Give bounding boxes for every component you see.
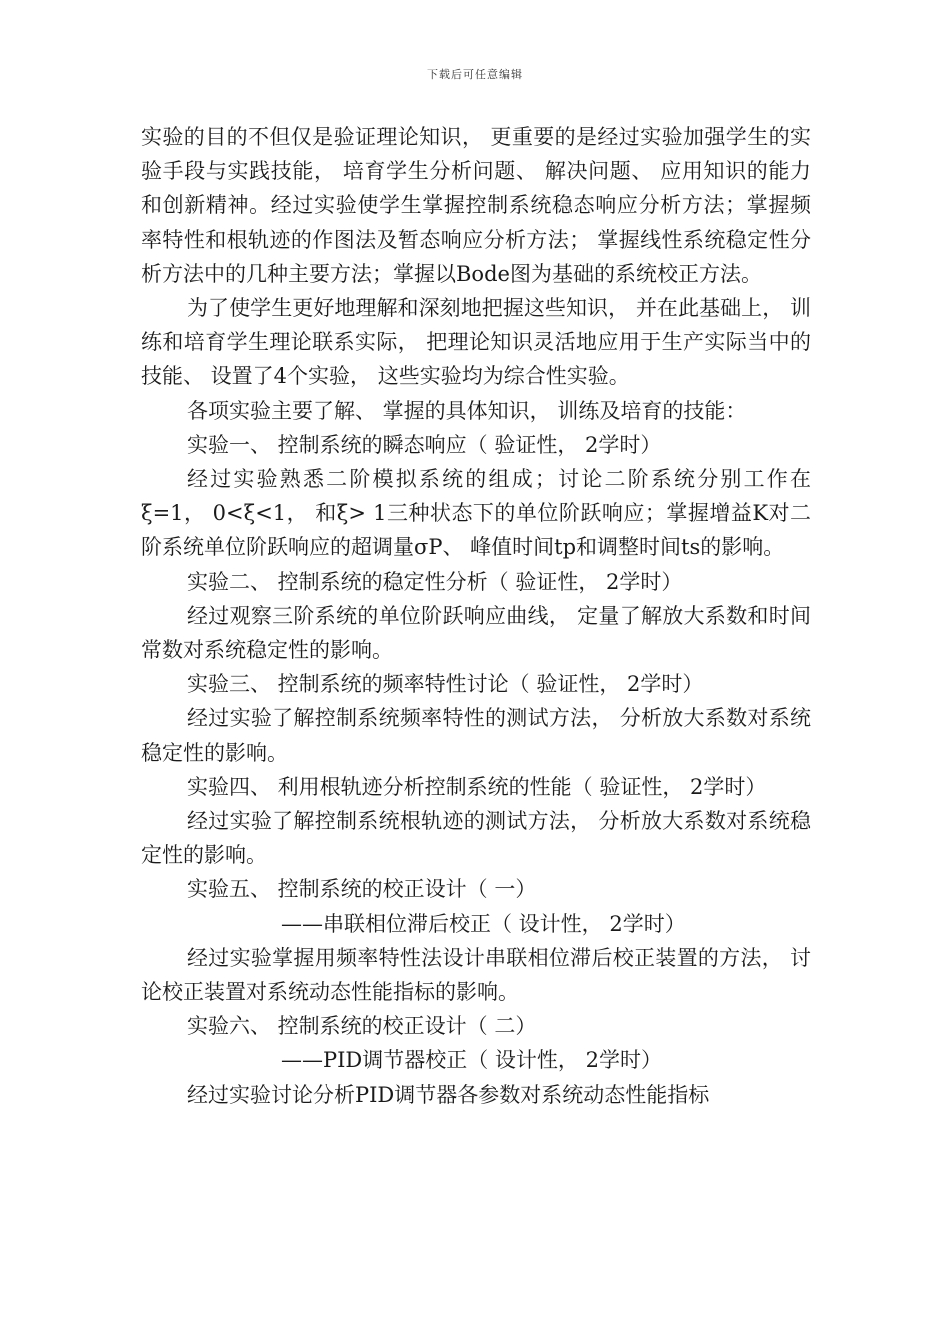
paragraph-overview: 各项实验主要了解、 掌握的具体知识， 训练及培育的技能： <box>187 398 747 423</box>
experiment-6-subtitle: ——PID调节器校正（ 设计性， 2学时） <box>281 1048 662 1073</box>
document-body <box>141 120 811 1112</box>
experiment-1-description: 经过实验熟悉二阶模拟系统的组成；讨论二阶系统分别工作在ξ=1， 0<ξ<1， 和ξ> 1三种状态下的单位阶跃响应；掌握增益K对二阶系统单位阶跃响应的超调量σP、 峰值时间tp和调整时间ts的影响。 <box>141 467 811 560</box>
experiment-3-description: 经过实验了解控制系统频率特性的测试方法， 分析放大系数对系统稳定性的影响。 <box>141 706 811 765</box>
experiment-3-title: 实验三、 控制系统的频率特性讨论（ 验证性， 2学时） <box>187 672 704 697</box>
paragraph-intro: 实验的目的不但仅是验证理论知识， 更重要的是经过实验加强学生的实验手段与实践技能， 培育学生分析问题、 解决问题、 应用知识的能力和创新精神。经过实验使学生掌握控制系统稳态响应分析方法；掌握频率特性和根轨迹的作图法及暂态响应分析方法； 掌握线性系统稳定性分析方法中的几种主要方法；掌握以Bode图为基础的系统校正方法。 <box>141 125 811 286</box>
experiment-2-description: 经过观察三阶系统的单位阶跃响应曲线， 定量了解放大系数和时间常数对系统稳定性的影响。 <box>141 603 811 663</box>
experiment-1-title: 实验一、 控制系统的瞬态响应（ 验证性， 2学时） <box>187 432 662 457</box>
experiment-2-title: 实验二、 控制系统的稳定性分析（ 验证性， 2学时） <box>187 569 683 594</box>
experiment-4-title: 实验四、 利用根轨迹分析控制系统的性能（ 验证性， 2学时） <box>187 774 767 799</box>
paragraph-purpose: 为了使学生更好地理解和深刻地把握这些知识， 并在此基础上， 训练和培育学生理论联系实际， 把理论知识灵活地应用于生产实际当中的技能、 设置了4个实验， 这些实验均为综合性实验。 <box>141 296 811 389</box>
experiment-5-description: 经过实验掌握用频率特性法设计串联相位滞后校正装置的方法， 讨论校正装置对系统动态性能指标的影响。 <box>141 945 811 1005</box>
experiment-5-title: 实验五、 控制系统的校正设计（ 一） <box>187 877 537 902</box>
page-header: 下载后可任意编辑 <box>427 68 523 81</box>
experiment-6-title: 实验六、 控制系统的校正设计（ 二） <box>187 1014 537 1039</box>
experiment-4-description: 经过实验了解控制系统根轨迹的测试方法， 分析放大系数对系统稳定性的影响。 <box>141 809 811 868</box>
experiment-5-subtitle: ——串联相位滞后校正（ 设计性， 2学时） <box>281 911 686 936</box>
experiment-6-description: 经过实验讨论分析PID调节器各参数对系统动态性能指标 <box>187 1082 710 1107</box>
